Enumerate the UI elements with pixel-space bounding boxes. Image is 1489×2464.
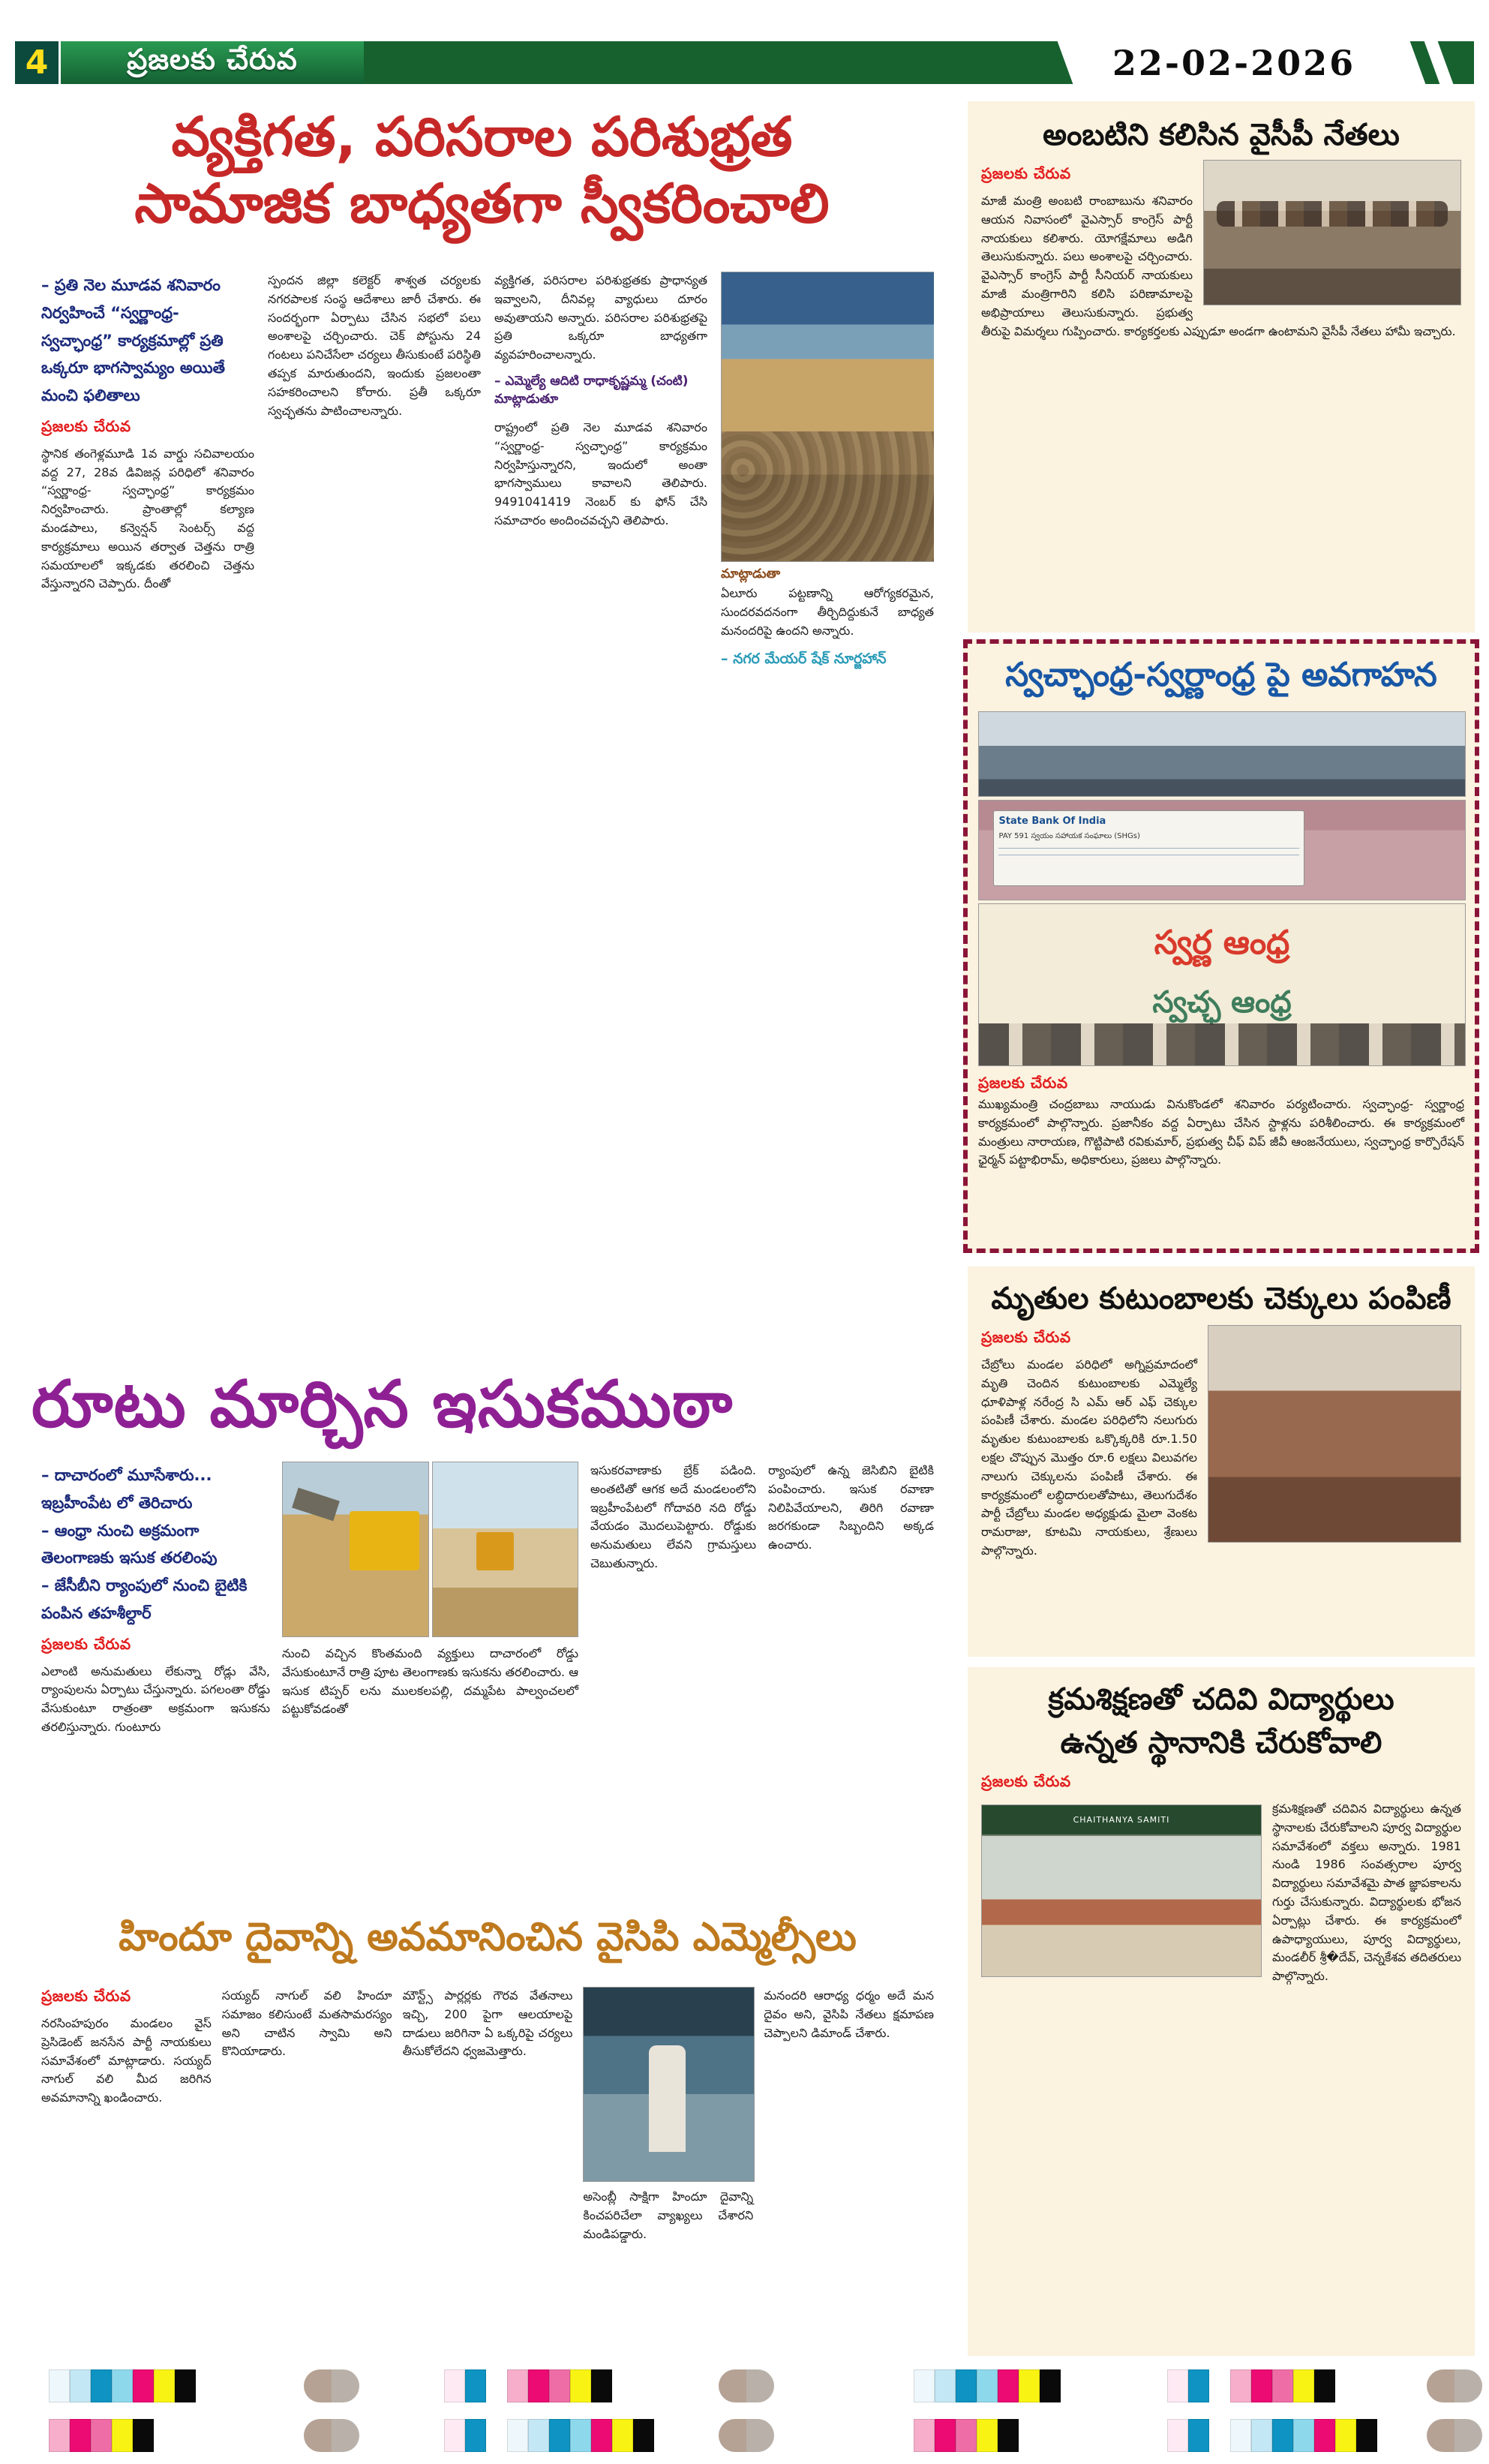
cmyk-swatch-pair <box>444 2369 486 2402</box>
color-swatch <box>133 2369 154 2402</box>
sidebar-article-cheques <box>968 1267 1475 1657</box>
main-col3-text: రాష్ట్రంలో ప్రతి నెల మూడవ శనివారం “స్వర్ణాంధ్ర- స్వచ్ఛాంధ్ర” కార్యక్రమం నిర్వహిస్తున్నారని, ఇందులో అంతా భాగస్వాములు కావాలని తెలిపారు. 9491041419 నెంబర్ కు ఫోన్ చేసి సమాచారం అందించవచ్చని తెలిపారు. <box>494 419 707 527</box>
color-swatch <box>507 2419 528 2452</box>
photo-banner-dais <box>978 903 1466 1066</box>
sand-col-3 <box>590 1462 756 1903</box>
photo-cheque-distribution <box>1208 1325 1461 1543</box>
photo-sanitation-event <box>721 272 934 562</box>
students-headline-line2: ఉన్నత స్థానానికి చేరుకోవాలి <box>1060 1726 1382 1760</box>
cheque-pay-line: PAY 591 స్వయం సహాయక సంఘాలు (SHGs) <box>998 832 1140 841</box>
color-swatch <box>1293 2369 1314 2402</box>
color-swatch <box>70 2419 91 2452</box>
main-col-2 <box>268 272 481 1319</box>
hindu-col2-text: సయ్యద్ నాగుల్ వలి హిందూ సమాజం కలిసుంటే మతసామరస్యం అని చాటిన స్వామి అని కొనియాడారు. <box>221 1988 392 2059</box>
cmyk-swatch-group <box>914 2419 1019 2452</box>
dais-people-graphic <box>979 1023 1465 1065</box>
students-headline-line1: క్రమశిక్షణతో చదివి విద్యార్థులు <box>1048 1682 1394 1717</box>
ycp-meet-text: మాజీ మంత్రి అంబటి రాంబాబును శనివారం ఆయన నివాసంలో వైఎస్సార్ కాంగ్రెస్ పార్టీ నాయకులు కలిశారు. యోగక్షేమాలు అడిగి తెలుసుకున్నారు. పలు అంశాలపై చర్చించారు. వైఎస్సార్ కాంగ్రెస్ పార్టీ సీనియర్ నాయకులు మాజీ మంత్రిగారిని కలిసి పరిణామాలపై అభిప్రాయాలు తెలుసుకున్నారు. ప్రభుత్వ తీరుపై విమర్శలు గుప్పించారు. కార్యకర్తలకు ఎప్పుడూ అండగా ఉంటామని వైసీపీ నేతలు హామీ ఇచ్చారు. <box>981 194 1456 338</box>
color-swatch <box>935 2419 956 2452</box>
color-swatch <box>507 2369 528 2402</box>
cmyk-swatch-pair <box>444 2419 486 2452</box>
main-col4-text: ఏలూరు పట్టణాన్ని ఆరోగ్యకరమైన, సుందరవదనంగా తీర్చిదిద్దుకునే బాధ్యత మనందరిపై ఉందని అన్నారు. <box>721 586 934 638</box>
main-col3-subhead: – ఎమ్మెల్యే ఆదిటి రాధాకృష్ణమ్మ (చంటి) మాట్లాడుతూ <box>494 373 689 407</box>
color-swatch <box>591 2369 612 2402</box>
alumni-banner-text: CHAITHANYA SAMITI <box>982 1805 1261 1834</box>
sidebar-box-swachhandhra <box>963 639 1479 1253</box>
main-col-3 <box>494 272 707 1319</box>
color-swatch <box>133 2419 154 2452</box>
color-swatch <box>49 2369 70 2402</box>
color-swatch <box>1454 2419 1482 2452</box>
color-swatch <box>112 2369 133 2402</box>
sand-col4-text: ర్యాంపులో ఉన్న జెసిబిని బైటికి పంపించారు. ఇసుక రవాణా నిలిపివేయాలని, తిరిగి రవాణా జరగకుండా సిబ్బందిని అక్కడ ఉంచారు. <box>768 1463 934 1552</box>
sand-kicker-1: – దాచారంలో మూసేశారు... ఇబ్రహీంపేట లో తెరిచారు <box>41 1466 212 1512</box>
color-swatch <box>49 2419 70 2452</box>
color-swatch <box>444 2419 465 2452</box>
speaker-figure-graphic <box>649 2045 686 2152</box>
hindu-col1-text: నరసింహపురం మండలం వైస్ ప్రెసిడెంట్ జనసేన పార్టీ నాయకులు సమావేశంలో మాట్లాడారు. సయ్యద్ నాగుల్ వలి మీద జరిగిన అవమానాన్ని ఖండించారు. <box>41 2016 212 2105</box>
excavator-arm-graphic <box>293 1487 341 1520</box>
color-swatch <box>1427 2369 1454 2402</box>
cmyk-swatch-group <box>914 2369 1061 2402</box>
color-swatch <box>914 2369 935 2402</box>
cmyk-swatch-pair <box>1167 2369 1209 2402</box>
registration-capsule <box>304 2419 359 2452</box>
color-swatch <box>304 2419 332 2452</box>
main-headline-line1: వ్యక్తిగత, పరిసరాల పరిశుభ్రత <box>171 105 793 168</box>
box-headline: స్వచ్ఛాంధ్ర-స్వర్ణాంధ్ర పై అవగాహన <box>1005 656 1437 694</box>
cheque-bank-name: State Bank Of India <box>998 816 1106 828</box>
color-swatch <box>1454 2369 1482 2402</box>
jcb-graphic <box>476 1532 514 1570</box>
cmyk-swatch-pair <box>1167 2419 1209 2452</box>
mayor-signature: – నగర మేయర్ షేక్ నూర్జహాన్ <box>721 651 887 668</box>
banner-swarna-andhra: స్వర్ణ ఆంధ్ర <box>1154 923 1290 962</box>
color-swatch <box>91 2419 112 2452</box>
color-swatch <box>332 2419 359 2452</box>
color-swatch <box>549 2419 570 2452</box>
sand-kicker-2: – ఆంధ్రా నుంచి అక్రమంగా తెలంగాణకు ఇసుక తరలింపు <box>41 1521 218 1567</box>
students-text: క్రమశిక్షణతో చదివిన విద్యార్థులు ఉన్నత స్థానాలకు చేరుకోవాలని పూర్వ విద్యార్థుల సమావేశంలో వక్తలు అన్నారు. 1981 నుండి 1986 సంవత్సరాల పూర్వ విద్యార్థులు సమావేశమై పాత జ్ఞాపకాలను గుర్తు చేసుకున్నారు. విద్యార్థులకు భోజన ఏర్పాట్లు చేశారు. ఈ కార్యక్రమంలో ఉపాధ్యాయులు, పూర్వ విద్యార్థులు, మండలీర్ శ్రీ�దేవ్, చెన్నకేశవ తదితరులు పాల్గొన్నారు. <box>1272 1801 1461 1984</box>
cmyk-swatch-group <box>1230 2369 1335 2402</box>
main-headline <box>45 104 919 236</box>
ycp-meet-headline: అంబటిని కలిసిన వైసీపీ నేతలు <box>1043 118 1400 152</box>
hindu-col-4 <box>583 1987 753 2356</box>
color-swatch <box>977 2369 998 2402</box>
cheques-headline: మృతుల కుటుంబాలకు చెక్కులు పంపిణీ <box>991 1282 1451 1316</box>
color-swatch <box>1188 2369 1209 2402</box>
sidebar-article-ycp-meet <box>968 101 1475 633</box>
color-swatch <box>746 2419 774 2452</box>
main-headline-line2: సామాజిక బాధ్యతగా స్వీకరించాలి <box>134 171 830 235</box>
cheque-graphic <box>993 810 1304 885</box>
color-swatch <box>998 2419 1019 2452</box>
photo-caption: మాట్లాడుతా <box>721 566 781 581</box>
photo-cm-visit <box>978 711 1466 797</box>
photo-assembly-mlc <box>583 1987 755 2182</box>
main-col3-lead: వ్యక్తిగత, పరిసరాల పరిశుభ్రతకు ప్రాధాన్యత ఇవ్వాలని, దీనివల్ల వ్యాధులు దూరం అవుతాయని అన్నారు. పరిసరాల పరిశుభ్రతపై ప్రతి ఒక్కరూ బాధ్యతగా వ్యవహరించాలన్నారు. <box>494 273 707 362</box>
color-swatch <box>977 2419 998 2452</box>
dateline: ప్రజలకు చేరువ <box>41 416 131 435</box>
color-swatch <box>465 2419 486 2452</box>
color-swatch <box>549 2369 570 2402</box>
print-calibration-row-2 <box>0 2419 1489 2452</box>
sand-col-2 <box>282 1462 578 1903</box>
color-swatch <box>1188 2419 1209 2452</box>
students-headline <box>981 1678 1461 1765</box>
dateline: ప్రజలకు చేరువ <box>981 1772 1071 1790</box>
people-row-graphic <box>1217 201 1448 227</box>
photo-jcb-sand-road <box>432 1462 579 1637</box>
hindu-col3-text: మౌన్ట్స్ పార్లర్లకు గౌరవ వేతనాలు ఇచ్చి, 200 పైగా ఆలయాలపై దాడులు జరిగినా ఏ ఒక్కరిపై చర్యలు తీసుకోలేదని ధ్వజమెత్తారు. <box>402 1988 573 2059</box>
color-swatch <box>1167 2369 1188 2402</box>
cmyk-swatch-group <box>1230 2419 1377 2452</box>
color-swatch <box>154 2369 175 2402</box>
color-swatch <box>528 2369 549 2402</box>
header-notch-shape <box>1423 41 1454 84</box>
box-text: ముఖ్యమంత్రి చంద్రబాబు నాయుడు వినుకొండలో శనివారం పర్యటించారు. స్వచ్ఛాంధ్ర- స్వర్ణాంధ్ర కార్యక్రమంలో పాల్గొన్నారు. ప్రజానీకం వద్ద ఏర్పాటు చేసిన స్టాళ్లను పరిశీలించారు. ఈ కార్యక్రమంలో మంత్రులు నారాయణ, గొట్టిపాటి రవికుమార్, ప్రభుత్వ చీఫ్ విప్ జీవీ ఆంజనేయులు, స్వచ్ఛాంధ్ర కార్పొరేషన్ ఛైర్మన్ పట్టాభిరామ్, అధికారులు, ప్రజలు పాల్గొన్నారు. <box>978 1097 1464 1167</box>
banner-swachh-andhra: స్వచ్ఛ ఆంధ్ర <box>1152 984 1292 1020</box>
color-swatch <box>746 2369 774 2402</box>
main-col-4 <box>721 272 934 1319</box>
main-col2-text: స్పందన జిల్లా కలెక్టర్ శాశ్వత చర్యలకు నగరపాలక సంస్థ ఆదేశాలు జారీ చేశారు. ఈ సందర్భంగా ఏర్పాటు చేసిన సభలో పలు అంశాలపై చర్చించారు. చెక్ పోస్టును 24 గంటలు పనిచేసేలా చర్యలు తీసుకుంటే పరిస్థితి తప్పక మారుతుందని, ఇందుకు ప్రజలంతా సహకరించాలని కోరారు. ప్రతీ ఒక్కరూ స్వచ్ఛతను పాటించాలన్నారు. <box>268 273 481 418</box>
color-swatch <box>1272 2419 1293 2452</box>
color-swatch <box>1314 2369 1335 2402</box>
color-swatch <box>1272 2369 1293 2402</box>
sand-photos <box>282 1462 578 1637</box>
color-swatch <box>1427 2419 1454 2452</box>
color-swatch <box>1230 2369 1251 2402</box>
registration-capsule <box>1427 2369 1482 2402</box>
cmyk-swatch-group <box>49 2419 154 2452</box>
hindu-headline: హిందూ దైవాన్ని అవమానించిన వైసిపి ఎమ్మెల్సీలు <box>119 1915 857 1960</box>
photo-excavator-truck <box>282 1462 429 1637</box>
dateline: ప్రజలకు చేరువ <box>41 1634 131 1653</box>
color-swatch <box>998 2369 1019 2402</box>
hindu-col5-text: మనందరి ఆరాధ్య ధర్మం అదే మన దైవం అని, వైసిపి నేతలు క్షమాపణ చెప్పాలని డిమాండ్ చేశారు. <box>764 1988 934 2040</box>
hindu-col4-text: అసెంబ్లీ సాక్షిగా హిందూ దైవాన్ని కించపరిచేలా వ్యాఖ్యలు చేశారని మండిపడ్డారు. <box>583 2189 754 2241</box>
registration-capsule <box>719 2369 774 2402</box>
photo-ycp-leaders-meeting <box>1203 160 1461 305</box>
edition-date: 22-02-2026 <box>1112 42 1356 83</box>
sidebar-article-students <box>968 1667 1475 2356</box>
color-swatch <box>70 2369 91 2402</box>
cmyk-swatch-group <box>507 2419 654 2452</box>
cheques-text: చేబ్రోలు మండల పరిధిలో అగ్నిప్రమాదంలో మృతి చెందిన కుటుంబాలకు ఎమ్మెల్యే ధూళిపాళ్ల నరేంద్ర సి ఎమ్ ఆర్ ఎఫ్ చెక్కుల పంపిణీ చేశారు. మండల పరిధిలోని నలుగురు మృతుల కుటుంబాలకు ఒక్కొక్కరికి రూ.1.50 లక్షల చొప్పున మొత్తం రూ.6 లక్షలు విలువగల నాలుగు చెక్కులను పంపిణీ చేశారు. ఈ కార్యక్రమంలో లబ్ధిదారులతోపాటు, తెలుగుదేశం పార్టీ చేబ్రోలు మండల అధ్యక్షుడు మైలా వెంకట రామరాజు, కూటమి నాయకులు, శ్రేణులు పాల్గొన్నారు. <box>981 1357 1197 1558</box>
sand-article-columns <box>41 1462 934 1903</box>
color-swatch <box>444 2369 465 2402</box>
dateline: ప్రజలకు చేరువ <box>978 1074 1068 1092</box>
color-swatch <box>304 2369 332 2402</box>
color-swatch <box>935 2369 956 2402</box>
color-swatch <box>591 2419 612 2452</box>
sand-col2-text: నుంచి వచ్చిన కొంతమంది వ్యక్తులు దాచారంలో రోడ్డు వేసుకుంటూనే రాత్రి పూట తెలంగాణకు ఇసుకను తరలించారు. ఆ ఇసుక టిప్పర్ లను ములకలపల్లి, దమ్మపేట పాల్వంచలలో పట్టుకోవడంతో <box>282 1646 578 1717</box>
color-swatch <box>332 2369 359 2402</box>
cmyk-swatch-group <box>507 2369 612 2402</box>
color-swatch <box>570 2419 591 2452</box>
crowd-graphic <box>722 431 934 561</box>
color-swatch <box>1335 2419 1356 2452</box>
sand-headline: రూటు మార్చిన ఇసుకముఠా <box>32 1367 734 1442</box>
sand-col-4 <box>768 1462 934 1903</box>
color-swatch <box>956 2369 977 2402</box>
color-swatch <box>1040 2369 1061 2402</box>
color-swatch <box>1314 2419 1335 2452</box>
sand-col3-text: ఇసుకరవాణాకు బ్రేక్ పడింది. అంతటితో ఆగక అదే మండలంలోని ఇబ్రహీంపేటలో గోదావరి నది రోడ్డు వేయడం మొదలుపెట్టారు. రోడ్డుకు అనుమతులు లేవని గ్రామస్తులు చెబుతున్నారు. <box>590 1463 756 1570</box>
color-swatch <box>570 2369 591 2402</box>
color-swatch <box>612 2419 633 2452</box>
color-swatch <box>465 2369 486 2402</box>
color-swatch <box>1019 2369 1040 2402</box>
registration-capsule <box>719 2419 774 2452</box>
cheque-rule <box>998 848 1299 849</box>
masthead-title: ప్రజలకు చేరువ <box>61 41 364 84</box>
photo-cheque-presentation <box>978 800 1466 900</box>
color-swatch <box>719 2419 746 2452</box>
main-article-columns <box>41 272 934 1319</box>
color-swatch <box>1230 2419 1251 2452</box>
color-swatch <box>175 2369 196 2402</box>
sand-col-1 <box>41 1462 270 1903</box>
hindu-col-1 <box>41 1987 212 2356</box>
registration-capsule <box>304 2369 359 2402</box>
photo-alumni-event <box>981 1804 1262 1977</box>
page-number: 4 <box>15 41 59 84</box>
dateline: ప్రజలకు చేరువ <box>981 164 1071 182</box>
truck-graphic <box>350 1511 419 1570</box>
dateline: ప్రజలకు చేరువ <box>981 1328 1071 1346</box>
cmyk-swatch-group <box>49 2369 196 2402</box>
color-swatch <box>112 2419 133 2452</box>
print-calibration-row-1 <box>0 2369 1489 2402</box>
color-swatch <box>1251 2369 1272 2402</box>
hindu-col-2 <box>222 1987 392 2356</box>
page-header <box>15 41 1474 84</box>
color-swatch <box>956 2419 977 2452</box>
sand-kicker-3: – జేసీబీని ర్యాంపులో నుంచి బైటికి పంపిన తహశీల్దార్ <box>41 1576 248 1622</box>
color-swatch <box>914 2419 935 2452</box>
color-swatch <box>633 2419 654 2452</box>
color-swatch <box>1356 2419 1377 2452</box>
hindu-col-5 <box>764 1987 934 2356</box>
main-col-1 <box>41 272 254 1319</box>
color-swatch <box>91 2369 112 2402</box>
color-swatch <box>1293 2419 1314 2452</box>
main-col1-text: స్థానిక తంగెళ్లమూడి 1వ వార్డు సచివాలయం వద్ద 27, 28వ డివిజన్ల పరిధిలో శనివారం “స్వర్ణాంధ్ర- స్వచ్ఛాంధ్ర” కార్యక్రమం నిర్వహించారు. ప్రాంతాల్లో కల్యాణ మండపాలు, కన్వెన్షన్ సెంటర్స్ వద్ద కార్యక్రమాలు అయిన తర్వాత చెత్తను రాత్రి సమయాలలో ఇక్కడకు తరలించి చెత్తను వేస్తున్నారని చెప్పారు. దీంతో <box>41 446 254 591</box>
registration-capsule <box>1427 2419 1482 2452</box>
hindu-article-columns <box>41 1987 934 2356</box>
dateline: ప్రజలకు చేరువ <box>41 1987 131 2005</box>
color-swatch <box>719 2369 746 2402</box>
color-swatch <box>528 2419 549 2452</box>
sand-col1-text: ఎలాంటి అనుమతులు లేకున్నా రోడ్లు వేసి, ర్యాంపులను ఏర్పాటు చేస్తున్నారు. పగలంతా రోడ్డు వేసుకుంటూ రాత్రంతా అక్రమంగా ఇసుకను తరలిస్తున్నారు. గుంటూరు <box>41 1663 270 1734</box>
color-swatch <box>1251 2419 1272 2452</box>
header-bar <box>364 41 1474 84</box>
main-kicker: – ప్రతి నెల మూడవ శనివారం నిర్వహించే “స్వర్ణాంధ్ర- స్వచ్ఛాంధ్ర” కార్యక్రమాల్లో ప్రతి ఒక్కరూ భాగస్వామ్యం అయితే మంచి ఫలితాలు <box>41 276 226 404</box>
color-swatch <box>1167 2419 1188 2452</box>
hindu-col-3 <box>403 1987 573 2356</box>
